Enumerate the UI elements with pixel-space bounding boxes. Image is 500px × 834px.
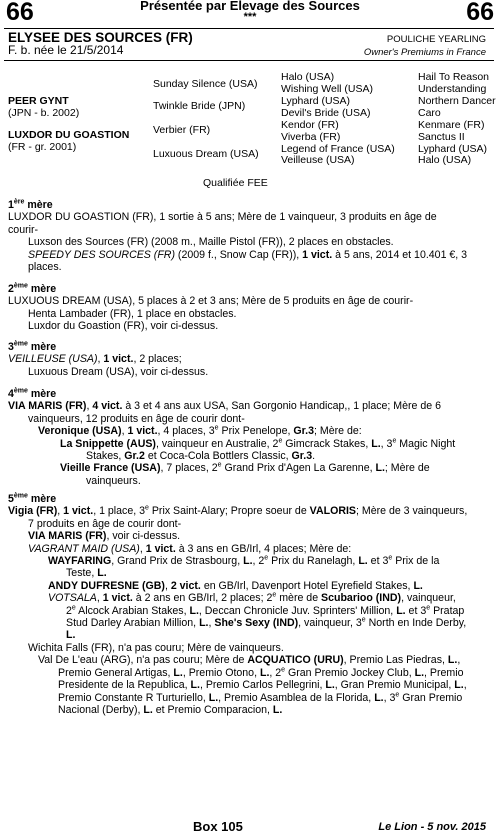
ped-g3-2: Wishing Well (USA) bbox=[281, 83, 373, 95]
dam-line: VIA MARIS (FR), 4 vict. à 3 et 4 ans aux USA, San Gorgonio Handicap,, 1 place; Mère de 6 vainqueurs, 12 produits en âge de courir dont- bbox=[8, 400, 441, 425]
ped-g4-1: Hail To Reason bbox=[418, 71, 490, 83]
box-number: Box 105 bbox=[193, 819, 243, 834]
horse-name: ELYSEE DES SOURCES (FR) bbox=[8, 30, 193, 45]
ped-g3-8: Veilleuse (USA) bbox=[281, 154, 355, 166]
sale-info: Le Lion - 5 nov. 2015 bbox=[378, 821, 486, 833]
produce-line: Luxson des Sources (FR) (2008 m., Maille Pistol (FR)), 2 places en obstacles. bbox=[28, 236, 394, 249]
dam-info: (FR - gr. 2001) bbox=[8, 141, 77, 153]
ped-g3-7: Legend of France (USA) bbox=[281, 143, 395, 155]
produce-line: Wichita Falls (FR), n'a pas couru; Mère de vainqueurs. bbox=[28, 641, 284, 654]
ped-g4-6: Sanctus II bbox=[418, 131, 465, 143]
horse-category: POULICHE YEARLING bbox=[386, 34, 486, 45]
produce-line: Henta Lambader (FR), 1 place en obstacles. bbox=[28, 307, 237, 320]
ped-g3-4: Devil's Bride (USA) bbox=[281, 107, 371, 119]
ped-g3-5: Kendor (FR) bbox=[281, 119, 339, 131]
produce-line: Luxuous Dream (USA), voir ci-dessus. bbox=[28, 365, 209, 378]
produce-line: Vieille France (USA), 7 places, 2e Grand Prix d'Agen La Garenne, L.; Mère de vainqueurs. bbox=[60, 461, 430, 487]
pedigree-rule bbox=[4, 60, 494, 61]
lot-number-right: 66 bbox=[466, 0, 494, 26]
ped-g2-2: Twinkle Bride (JPN) bbox=[153, 100, 246, 112]
header-rule bbox=[4, 28, 494, 29]
owners-premium: Owner's Premiums in France bbox=[363, 47, 486, 58]
ped-g2-1: Sunday Silence (USA) bbox=[153, 78, 258, 90]
ped-g2-4: Luxuous Dream (USA) bbox=[153, 148, 259, 160]
ped-g4-8: Halo (USA) bbox=[418, 154, 472, 166]
section-heading: 3ème mère bbox=[8, 340, 57, 353]
horse-birth: F. b. née le 21/5/2014 bbox=[8, 43, 124, 57]
sire-name: PEER GYNT bbox=[8, 95, 69, 107]
consignor-title: Présentée par Elevage des Sources bbox=[140, 0, 360, 13]
section-fourth-dam bbox=[8, 388, 468, 487]
produce-line: WAYFARING, Grand Prix de Strasbourg, L., 2e Prix du Ranelagh, L. et 3e Prix de la Teste, L. bbox=[48, 554, 440, 580]
section-fifth-dam bbox=[8, 493, 468, 716]
section-second-dam bbox=[8, 283, 468, 333]
ped-g3-1: Halo (USA) bbox=[281, 71, 335, 83]
qualified-note: Qualifiée FEE bbox=[203, 177, 268, 189]
ped-g4-7: Lyphard (USA) bbox=[418, 143, 488, 155]
ped-g3-3: Lyphard (USA) bbox=[281, 95, 351, 107]
section-heading: 5ème mère bbox=[8, 492, 57, 505]
ped-g4-5: Kenmare (FR) bbox=[418, 119, 485, 131]
ped-g3-6: Viverba (FR) bbox=[281, 131, 341, 143]
produce-line: Val De L'eau (ARG), n'a pas couru; Mère de ACQUATICO (URU), Premio Las Piedras, L., Premio General Artigas, L., Premio Otono, L., 2e Gran Premio Jockey Club, L., Premio Presidente de la Republica, L., Premio Carlos Pellegrini, L., Gran Premio Municipal, L., Premio Constante R Turturiello, L., Premio Asamblea de la Florida, L., 3e Gran Premio Nacional (Derby), L. et Premio Comparacion, L. bbox=[38, 654, 467, 716]
dam-name: LUXDOR DU GOASTION bbox=[8, 129, 130, 141]
section-heading: 1ère mère bbox=[8, 198, 53, 211]
produce-line: SPEEDY DES SOURCES (FR) (2009 f., Snow Cap (FR)), 1 vict. à 5 ans, 2014 et 10.401 €, 3 places. bbox=[28, 248, 468, 274]
produce-line: VIA MARIS (FR), voir ci-dessus. bbox=[28, 530, 181, 543]
dam-line: Vigia (FR), 1 vict., 1 place, 3e Prix Saint-Alary; Propre soeur de VALORIS; Mère de 3 vainqueurs, 7 produits en âge de courir dont- bbox=[8, 504, 468, 530]
lot-number-left: 66 bbox=[6, 0, 34, 26]
ped-g2-3: Verbier (FR) bbox=[153, 124, 211, 136]
produce-line: VOTSALA, 1 vict. à 2 ans en GB/Irl, 2 places; 2e mère de Scubarioo (IND), vainqueur, 2e Alcock Arabian Stakes, L., Deccan Chronicle Juv. Sprinters' Million, L. et 3e Pratap Stud Darley Arabian Million, L., She's Sexy (IND), vainqueur, 3e North en Inde Derby, L. bbox=[48, 591, 467, 642]
ped-g4-3: Northern Dancer bbox=[418, 95, 496, 107]
section-heading: 4ème mère bbox=[8, 387, 57, 400]
section-first-dam bbox=[8, 199, 468, 273]
section-third-dam bbox=[8, 341, 468, 378]
produce-line: VAGRANT MAID (USA), 1 vict. à 3 ans en GB/Irl, 4 places; Mère de: bbox=[28, 542, 352, 555]
sire-info: (JPN - b. 2002) bbox=[8, 107, 80, 119]
dam-line: LUXUOUS DREAM (USA), 5 places à 2 et 3 ans; Mère de 5 produits en âge de courir- bbox=[8, 295, 414, 308]
dam-line: LUXDOR DU GOASTION (FR), 1 sortie à 5 ans; Mère de 1 vainqueur, 3 produits en âge de courir- bbox=[8, 211, 437, 236]
section-heading: 2ème mère bbox=[8, 282, 57, 295]
stars-mark: *** bbox=[243, 11, 257, 23]
produce-line: ANDY DUFRESNE (GB), 2 vict. en GB/Irl, Davenport Hotel Eyrefield Stakes, L. bbox=[48, 579, 423, 592]
ped-g4-4: Caro bbox=[418, 107, 441, 119]
produce-line: Luxdor du Goastion (FR), voir ci-dessus. bbox=[28, 320, 219, 333]
produce-line: La Snippette (AUS), vainqueur en Australie, 2e Gimcrack Stakes, L., 3e Magic Night Stakes, Gr.2 et Coca-Cola Bottlers Classic, Gr.3. bbox=[60, 437, 456, 463]
produce-line: Veronique (USA), 1 vict., 4 places, 3e Prix Penelope, Gr.3; Mère de: bbox=[38, 424, 362, 438]
ped-g4-2: Understanding bbox=[418, 83, 487, 95]
dam-line: VEILLEUSE (USA), 1 vict., 2 places; bbox=[8, 353, 182, 366]
